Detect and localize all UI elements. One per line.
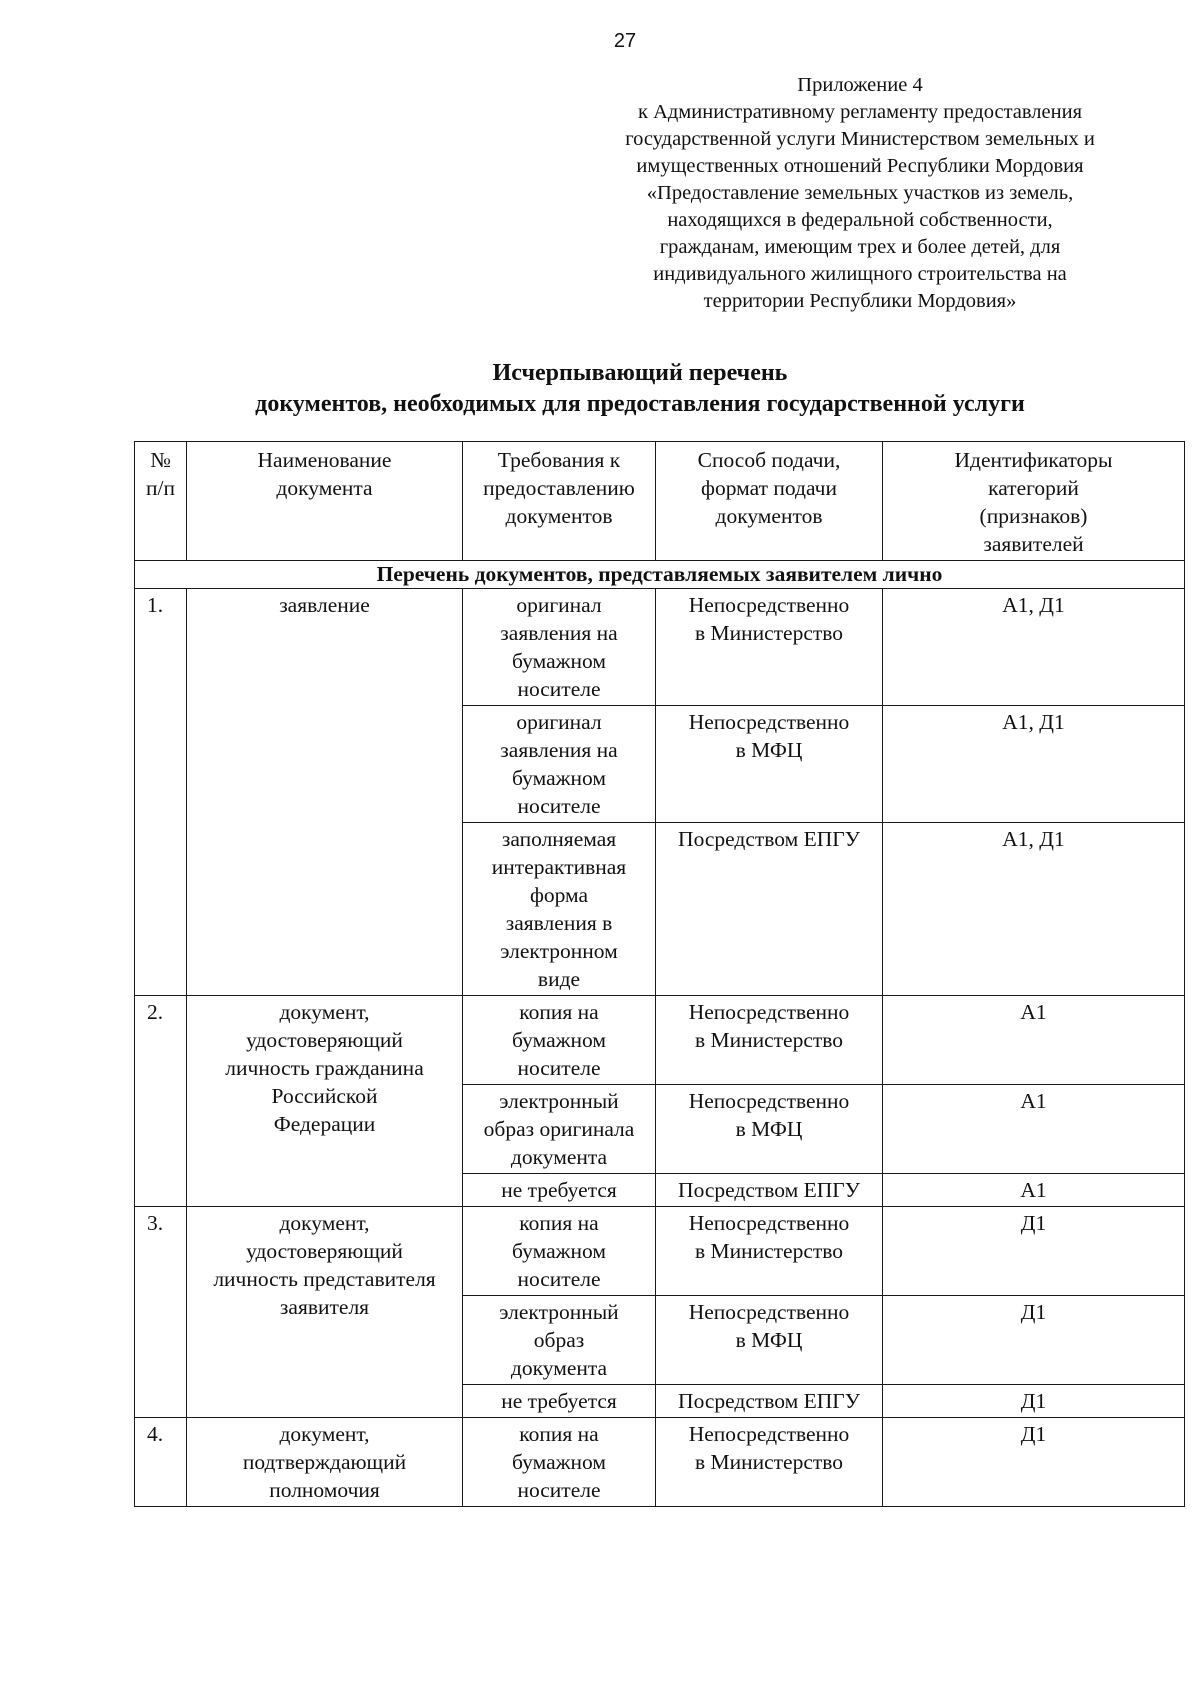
table-row xyxy=(135,589,1185,706)
requirements-cell-text: интерактивная xyxy=(491,855,627,879)
submission-method-cell-text: Непосредственно xyxy=(688,1000,850,1024)
header-text: (признаков) xyxy=(979,504,1088,528)
submission-method-cell xyxy=(656,823,883,996)
requirements-cell-text: электронный xyxy=(499,1089,619,1113)
applicant-ids-cell-text: Д1 xyxy=(1020,1422,1047,1446)
appendix-line: территории Республики Мордовия» xyxy=(703,290,1017,312)
row-number-text: 4. xyxy=(147,1422,164,1446)
document-name-text: удостоверяющий xyxy=(246,1239,403,1263)
requirements-cell-text: виде xyxy=(537,967,581,991)
submission-method-cell-text: в МФЦ xyxy=(735,1117,803,1141)
row-number xyxy=(135,589,187,996)
applicant-ids-cell xyxy=(883,1418,1185,1507)
requirements-cell-text: оригинал xyxy=(516,710,602,734)
header-requirements xyxy=(463,442,656,561)
requirements-cell-text: копия на xyxy=(519,1211,599,1235)
section-title: Перечень документов, представляемых заявителем лично xyxy=(135,561,1185,589)
document-name xyxy=(187,1418,463,1507)
requirements-cell xyxy=(463,823,656,996)
applicant-ids-cell xyxy=(883,589,1185,706)
section-row xyxy=(135,561,1185,589)
table-header-row xyxy=(135,442,1185,561)
applicant-ids-cell xyxy=(883,823,1185,996)
submission-method-cell-text: Непосредственно xyxy=(688,1211,850,1235)
appendix-header xyxy=(590,72,1130,315)
header-name xyxy=(187,442,463,561)
requirements-cell-text: документа xyxy=(510,1356,608,1380)
submission-method-cell-text: в Министерство xyxy=(694,1239,844,1263)
submission-method-cell xyxy=(656,1296,883,1385)
document-name-text: личность гражданина xyxy=(225,1056,424,1080)
appendix-line: индивидуального жилищного строительства на xyxy=(653,263,1067,285)
submission-method-cell xyxy=(656,1207,883,1296)
appendix-line: государственной услуги Министерством земельных и xyxy=(625,128,1095,150)
requirements-cell-text: электронном xyxy=(500,939,618,963)
applicant-ids-cell xyxy=(883,996,1185,1085)
document-name-text: подтверждающий xyxy=(242,1450,407,1474)
submission-method-cell-text: Посредством ЕПГУ xyxy=(678,827,860,851)
header-text: п/п xyxy=(146,476,175,500)
requirements-cell-text: бумажном xyxy=(512,649,606,673)
requirements-cell-text: бумажном xyxy=(512,1028,606,1052)
table-body xyxy=(135,561,1185,1507)
requirements-cell xyxy=(463,1296,656,1385)
appendix-line: Приложение 4 xyxy=(797,74,923,96)
requirements-cell xyxy=(463,1085,656,1174)
applicant-ids-cell-text: А1 xyxy=(1020,1089,1047,1113)
applicant-ids-cell-text: А1 xyxy=(1020,1178,1047,1202)
requirements-cell-text: не требуется xyxy=(501,1389,617,1413)
applicant-ids-cell xyxy=(883,1207,1185,1296)
document-name xyxy=(187,589,463,996)
submission-method-cell xyxy=(656,706,883,823)
submission-method-cell xyxy=(656,1418,883,1507)
requirements-cell xyxy=(463,1174,656,1207)
header-text: документов xyxy=(505,504,613,528)
applicant-ids-cell-text: А1 xyxy=(1020,1000,1047,1024)
document-name xyxy=(187,996,463,1207)
submission-method-cell-text: Непосредственно xyxy=(688,1300,850,1324)
submission-method-cell-text: Непосредственно xyxy=(688,593,850,617)
submission-method-cell-text: Непосредственно xyxy=(688,710,850,734)
submission-method-cell-text: Непосредственно xyxy=(688,1089,850,1113)
document-name-text: документ, xyxy=(279,1422,370,1446)
document-title xyxy=(140,358,1140,420)
requirements-cell-text: заполняемая xyxy=(501,827,617,851)
document-name-text: удостоверяющий xyxy=(246,1028,403,1052)
header-text: Требования к xyxy=(497,448,621,472)
requirements-cell-text: образ оригинала xyxy=(483,1117,635,1141)
requirements-cell xyxy=(463,1418,656,1507)
document-name-text: документ, xyxy=(279,1211,370,1235)
submission-method-cell-text: в Министерство xyxy=(694,1450,844,1474)
header-text: заявителей xyxy=(983,532,1084,556)
submission-method-cell-text: в Министерство xyxy=(694,621,844,645)
submission-method-cell-text: в Министерство xyxy=(694,1028,844,1052)
header-text: предоставлению xyxy=(483,476,635,500)
appendix-line: имущественных отношений Республики Мордовия xyxy=(636,155,1084,177)
header-text: Способ подачи, xyxy=(697,448,841,472)
row-number xyxy=(135,1418,187,1507)
applicant-ids-cell-text: А1, Д1 xyxy=(1002,710,1065,734)
appendix-line: «Предоставление земельных участков из земель, xyxy=(646,182,1074,204)
applicant-ids-cell-text: А1, Д1 xyxy=(1002,827,1065,851)
document-name-text: заявление xyxy=(279,593,370,617)
applicant-ids-cell xyxy=(883,1296,1185,1385)
requirements-cell-text: бумажном xyxy=(512,766,606,790)
table-row xyxy=(135,996,1185,1085)
header-text: № xyxy=(150,448,171,472)
header-text: формат подачи xyxy=(701,476,837,500)
submission-method-cell xyxy=(656,1174,883,1207)
header-method xyxy=(656,442,883,561)
requirements-cell-text: бумажном xyxy=(512,1450,606,1474)
requirements-cell-text: образ xyxy=(533,1328,585,1352)
requirements-cell-text: заявления на xyxy=(500,738,618,762)
submission-method-cell-text: Непосредственно xyxy=(688,1422,850,1446)
document-name xyxy=(187,1207,463,1418)
applicant-ids-cell-text: Д1 xyxy=(1020,1300,1047,1324)
requirements-cell xyxy=(463,1385,656,1418)
submission-method-cell-text: в МФЦ xyxy=(735,1328,803,1352)
header-text: документов xyxy=(715,504,823,528)
title-line-2: документов, необходимых для предоставления государственной услуги xyxy=(255,391,1025,417)
table-row xyxy=(135,1418,1185,1507)
requirements-cell-text: заявления в xyxy=(505,911,613,935)
title-line-1: Исчерпывающий перечень xyxy=(492,360,788,386)
applicant-ids-cell-text: А1, Д1 xyxy=(1002,593,1065,617)
appendix-line: к Административному регламенту предоставления xyxy=(637,101,1083,123)
requirements-cell-text: носителе xyxy=(517,677,601,701)
applicant-ids-cell xyxy=(883,1385,1185,1418)
requirements-cell-text: форма xyxy=(529,883,589,907)
header-text: категорий xyxy=(988,476,1079,500)
requirements-cell-text: копия на xyxy=(519,1422,599,1446)
row-number-text: 3. xyxy=(147,1211,164,1235)
row-number xyxy=(135,1207,187,1418)
submission-method-cell xyxy=(656,589,883,706)
submission-method-cell-text: Посредством ЕПГУ xyxy=(678,1389,860,1413)
header-num xyxy=(135,442,187,561)
row-number-text: 2. xyxy=(147,1000,164,1024)
applicant-ids-cell xyxy=(883,1085,1185,1174)
applicant-ids-cell xyxy=(883,706,1185,823)
requirements-cell-text: носителе xyxy=(517,1478,601,1502)
requirements-cell-text: оригинал xyxy=(516,593,602,617)
header-ids xyxy=(883,442,1185,561)
submission-method-cell-text: Посредством ЕПГУ xyxy=(678,1178,860,1202)
applicant-ids-cell xyxy=(883,1174,1185,1207)
document-name-text: Российской xyxy=(271,1084,378,1108)
requirements-cell-text: носителе xyxy=(517,1267,601,1291)
submission-method-cell xyxy=(656,1085,883,1174)
requirements-cell-text: электронный xyxy=(499,1300,619,1324)
requirements-cell-text: заявления на xyxy=(500,621,618,645)
submission-method-cell xyxy=(656,1385,883,1418)
documents-table xyxy=(134,441,1185,1507)
row-number-text: 1. xyxy=(147,593,164,617)
requirements-cell-text: не требуется xyxy=(501,1178,617,1202)
applicant-ids-cell-text: Д1 xyxy=(1020,1389,1047,1413)
header-text: Наименование xyxy=(257,448,392,472)
requirements-cell xyxy=(463,589,656,706)
header-text: Идентификаторы xyxy=(954,448,1113,472)
requirements-cell-text: бумажном xyxy=(512,1239,606,1263)
requirements-cell-text: носителе xyxy=(517,1056,601,1080)
requirements-cell xyxy=(463,996,656,1085)
submission-method-cell xyxy=(656,996,883,1085)
appendix-line: находящихся в федеральной собственности, xyxy=(667,209,1053,231)
document-name-text: документ, xyxy=(279,1000,370,1024)
requirements-cell-text: документа xyxy=(510,1145,608,1169)
document-name-text: личность представителя xyxy=(213,1267,436,1291)
applicant-ids-cell-text: Д1 xyxy=(1020,1211,1047,1235)
requirements-cell xyxy=(463,706,656,823)
requirements-cell-text: копия на xyxy=(519,1000,599,1024)
document-name-text: Федерации xyxy=(273,1112,376,1136)
document-name-text: полномочия xyxy=(269,1478,380,1502)
header-text: документа xyxy=(276,476,373,500)
page-number: 27 xyxy=(613,30,637,52)
appendix-line: гражданам, имеющим трех и более детей, для xyxy=(659,236,1061,258)
requirements-cell xyxy=(463,1207,656,1296)
submission-method-cell-text: в МФЦ xyxy=(735,738,803,762)
row-number xyxy=(135,996,187,1207)
requirements-cell-text: носителе xyxy=(517,794,601,818)
table-row xyxy=(135,1207,1185,1296)
document-name-text: заявителя xyxy=(279,1295,370,1319)
